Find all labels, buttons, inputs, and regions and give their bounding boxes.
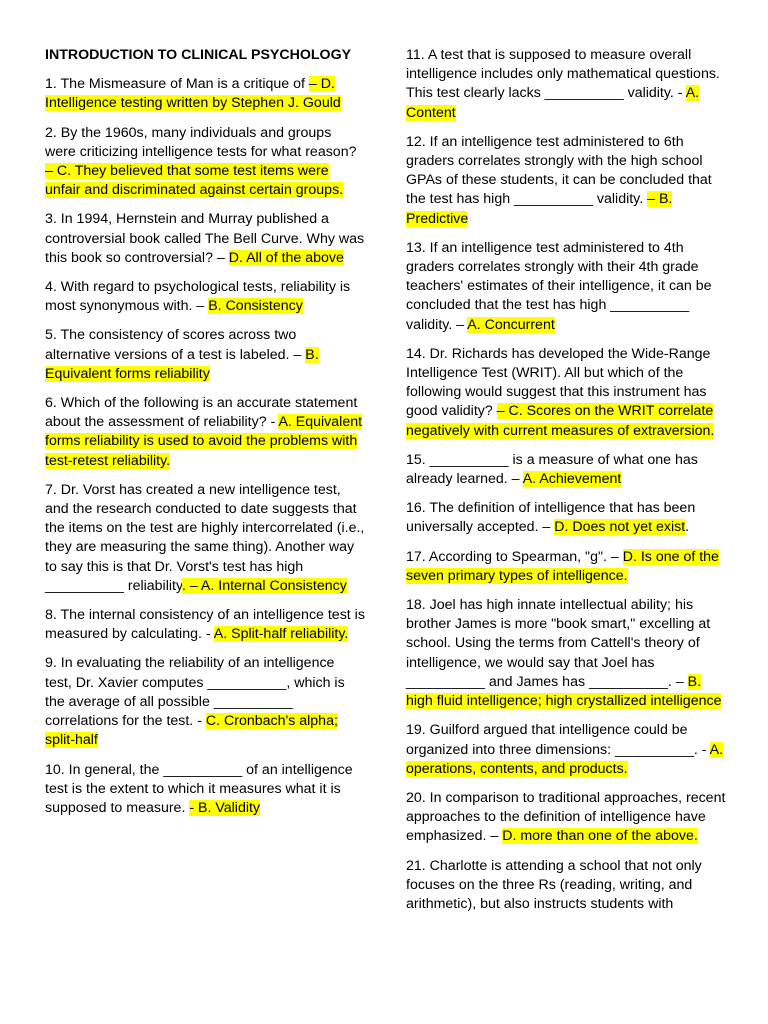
- highlighted-answer: B. Equivalent forms reliability: [45, 346, 319, 382]
- question-item: [45, 394, 365, 471]
- question-text: 13. If an intelligence test administered to 4th graders correlates strongly with their 4th grade teachers' estimates of their intelligence, it can be concluded that the test has high __________ validity. –: [406, 239, 712, 333]
- highlighted-answer: – B. Predictive: [406, 191, 673, 227]
- question-text: 8. The internal consistency of an intelligence test is measured by calculating. -: [45, 607, 365, 643]
- highlighted-answer: A. Equivalent forms reliability is used to avoid the problems with test-retest reliability.: [45, 414, 363, 469]
- question-item: [45, 326, 365, 384]
- question-item: [45, 124, 365, 201]
- highlighted-answer: D. more than one of the above.: [502, 828, 698, 845]
- right-question-list: [406, 46, 728, 914]
- right-column: [406, 46, 728, 924]
- question-text: 21. Charlotte is attending a school that not only focuses on the three Rs (reading, writing, and arithmetic), but also instructs students with: [406, 857, 702, 912]
- question-item: [406, 499, 728, 537]
- highlighted-answer: B. high fluid intelligence; high crystallized intelligence: [406, 673, 722, 710]
- question-text: 10. In general, the __________ of an intelligence test is the extent to which it measures what it is supposed to measure.: [45, 761, 353, 816]
- question-item: [406, 857, 728, 915]
- question-text: 14. Dr. Richards has developed the Wide-Range Intelligence Test (WRIT). All but which of the following would suggest that this instrument has good validity?: [406, 345, 711, 420]
- question-tail: .: [685, 519, 690, 536]
- question-text: 5. The consistency of scores across two alternative versions of a test is labeled. –: [45, 327, 306, 363]
- question-text: 12. If an intelligence test administered to 6th graders correlates strongly with the high school GPAs of these students, it can be concluded that the test has high __________ validity.: [406, 133, 712, 208]
- question-text: 18. Joel has high innate intellectual ability; his brother James is more "book smart," excelling at school. Using the terms from Cattell's theory of intelligence, we would say that Joel has __________ and James has __________. –: [406, 597, 711, 690]
- highlighted-answer: D. All of the above: [228, 249, 344, 266]
- question-text: 1. The Mismeasure of Man is a critique of: [45, 76, 309, 93]
- question-item: [45, 481, 365, 596]
- question-item: [406, 345, 728, 441]
- highlighted-answer: . – A. Internal Consistency: [181, 577, 347, 594]
- question-text: 6. Which of the following is an accurate statement about the assessment of reliability? -: [45, 395, 358, 431]
- question-item: [406, 721, 728, 779]
- highlighted-answer: C. Cronbach's alpha; split-half: [45, 713, 338, 749]
- question-item: [45, 75, 365, 113]
- left-column: [45, 46, 365, 828]
- question-text: 20. In comparison to traditional approaches, recent approaches to the definition of intelligence have emphasized. –: [406, 789, 726, 845]
- question-text: 9. In evaluating the reliability of an intelligence test, Dr. Xavier computes __________, which is the average of all possible __________ correlations for the test. -: [45, 655, 345, 730]
- question-item: [406, 451, 728, 489]
- question-text: 4. With regard to psychological tests, reliability is most synonymous with. –: [45, 279, 351, 315]
- question-text: 3. In 1994, Hernstein and Murray published a controversial book called The Bell Curve. Why was this book so controversial? –: [45, 211, 365, 266]
- question-item: [406, 596, 728, 711]
- question-item: [406, 789, 728, 847]
- highlighted-answer: – C. They believed that some test items were unfair and discriminated against certain groups.: [45, 163, 344, 199]
- question-text: 2. By the 1960s, many individuals and groups were criticizing intelligence tests for what reason?: [45, 124, 357, 160]
- highlighted-answer: A. Content: [406, 85, 700, 121]
- highlighted-answer: A. Achievement: [522, 471, 622, 488]
- highlighted-answer: B. Consistency: [208, 298, 303, 315]
- question-item: [45, 654, 365, 750]
- highlighted-answer: A. Concurrent: [467, 316, 555, 333]
- question-item: [45, 606, 365, 644]
- highlighted-answer: D. Does not yet exist: [554, 519, 686, 536]
- question-text: 11. A test that is supposed to measure overall intelligence includes only mathematical questions. This test clearly lacks __________ validity. -: [406, 47, 720, 102]
- left-question-list: [45, 75, 365, 818]
- highlighted-answer: - B. Validity: [189, 799, 261, 816]
- page-title: INTRODUCTION TO CLINICAL PSYCHOLOGY: [45, 47, 352, 63]
- question-item: [406, 133, 728, 229]
- question-item: [406, 548, 728, 586]
- highlighted-answer: D. Is one of the seven primary types of intelligence.: [406, 548, 719, 584]
- question-item: [45, 278, 365, 316]
- highlighted-answer: A. operations, contents, and products.: [406, 741, 724, 777]
- highlighted-answer: – D. Intelligence testing written by Stephen J. Gould: [45, 76, 341, 112]
- question-item: [45, 210, 365, 268]
- question-item: [45, 761, 365, 819]
- highlighted-answer: – C. Scores on the WRIT correlate negatively with current measures of extraversion.: [406, 403, 715, 439]
- question-text: 7. Dr. Vorst has created a new intelligence test, and the research conducted to date suggests that the items on the test are highly intercorrelated (i.e., they are measuring the same thing). Another way to say this is that Dr. Vorst's test has high __________ reliability: [45, 481, 365, 594]
- question-text: 17. According to Spearman, "g". –: [406, 548, 623, 565]
- question-text: 19. Guilford argued that intelligence could be organized into three dimensions: __________. -: [406, 722, 710, 758]
- question-item: [406, 239, 728, 335]
- question-item: [406, 46, 728, 123]
- highlighted-answer: A. Split-half reliability.: [213, 626, 349, 643]
- question-text: 15. __________ is a measure of what one has already learned. –: [406, 451, 698, 488]
- question-text: 16. The definition of intelligence that has been universally accepted. –: [406, 500, 696, 536]
